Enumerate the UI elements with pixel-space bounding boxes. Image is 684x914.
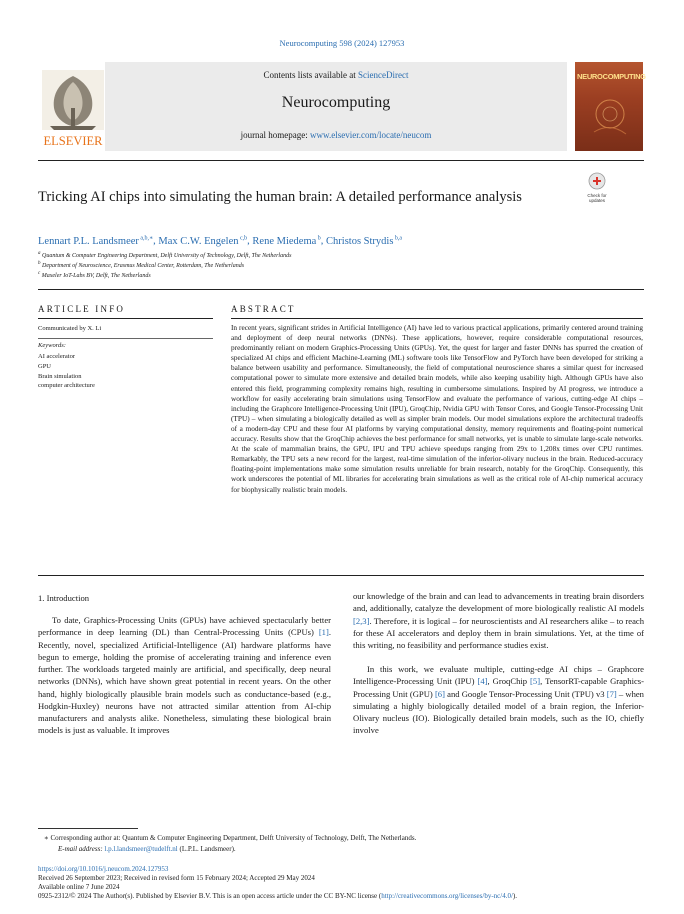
paragraph-text: . Therefore, it is logical – for neuroscientists and AI researchers alike – to reach for these AI accelerators and deploy them in brain simulations. Yet, at the time of this writing, no feasibility and performance studies exist.: [353, 615, 644, 650]
doi-link[interactable]: https://doi.org/10.1016/j.neucom.2024.127953: [38, 865, 169, 873]
paragraph-text: In this work, we evaluate multiple, cutting-edge AI chips – Graphcore Intelligence-Processing Unit (IPU): [353, 664, 644, 687]
paragraph-text: . Recently, novel, specialized Artificial-Intelligence (AI) hardware platforms have begun to emerge, holding the promise of accelerating training and inference even further. The workloads targeted mainly are artificial, and specifically, deep neural networks (DNNs), which have shown great potential in recent years. On the other hand, highly biologically plausible brain models such as conductance-based (e.g., Hodgkin-Huxley) neurons have not attracted similar attention from AI-chip manufacturers and analysts alike. Nonetheless, simulating these biological brain models is just as valuable. It improves: [38, 627, 331, 736]
paragraph-text: and Google Tensor-Processing Unit (TPU) v3: [444, 688, 607, 699]
header-rule: [38, 160, 644, 161]
contents-line: [105, 70, 567, 80]
email-link[interactable]: l.p.l.landsmeer@tudelft.nl: [104, 845, 178, 853]
author-3[interactable]: Rene Miedema $^b$: [252, 235, 321, 247]
keyword-list: [38, 352, 95, 391]
citation-link[interactable]: [7]: [606, 688, 617, 699]
keyword: Brain simulation: [38, 372, 82, 380]
communicated-by: Communicated by X. Li: [38, 325, 102, 332]
affiliation-c: $^c$ Maxeler IoT-Labs BV, Delft, The Netherlands: [38, 271, 151, 279]
cover-art-icon: [590, 92, 630, 142]
homepage-link[interactable]: www.elsevier.com/locate/neucom: [310, 130, 432, 140]
abstract-end-rule: [38, 575, 644, 576]
email-line: E-mail address: l.p.l.landsmeer@tudelft.nl (L.P.L. Landsmeer).: [58, 845, 236, 853]
article-info-rule: [38, 318, 213, 319]
license-link[interactable]: http://creativecommons.org/licenses/by-nc/4.0/: [381, 892, 513, 900]
sciencedirect-link[interactable]: ScienceDirect: [358, 70, 409, 80]
keyword: GPU: [38, 362, 52, 370]
citation-link[interactable]: [2,3]: [353, 615, 370, 626]
citation-link[interactable]: [5]: [530, 676, 541, 687]
paragraph-text: To date, Graphics-Processing Units (GPUs) have achieved spectacularly better performance in deep learning (DL) than Central-Processing Units (CPUs): [38, 615, 331, 638]
elsevier-wordmark: ELSEVIER: [43, 134, 103, 148]
homepage-line: [105, 130, 567, 140]
keyword: computer architecture: [38, 382, 95, 390]
crossmark-icon: [588, 172, 606, 192]
elsevier-logo-icon: [38, 68, 108, 150]
contents-prefix: Contents lists available at: [263, 70, 358, 80]
keywords-rule: [38, 338, 213, 339]
intro-paragraph-right-2: [353, 663, 644, 737]
affiliation-b: $^b$ Department of Neuroscience, Erasmus Medical Center, Rotterdam, The Netherlands: [38, 261, 245, 269]
citation-link[interactable]: [1]: [318, 627, 329, 638]
affiliation-rule: [38, 289, 644, 290]
paragraph-text: , TensorRT-capable Graphics-Processing Unit (GPU): [353, 676, 644, 699]
journal-citation[interactable]: Neurocomputing 598 (2024) 127953: [279, 38, 405, 48]
paragraph-text: , GroqChip: [487, 676, 531, 687]
author-4[interactable]: Christos Strydis $^{b,a}$: [326, 235, 403, 247]
abstract-text: In recent years, significant strides in Artificial Intelligence (AI) have led to various practical applications, primarily centered around training and deployment of deep neural networks (DNNs). These applications, however, require considerable computational resources, predominantly reliant on modern Graphics-Processing Units (GPUs). Yet, the quest for larger and faster DNNs has spurred the creation of specialized AI chips and efficient Machine-Learning (ML) software tools like TensorFlow and PyTorch have been developed for striking a balance between usability and performance. Simultaneously, the field of computational neuroscience shares a similar quest for increased computational power to simulate more extensive and detailed brain models, while also keeping usability high. Although GPUs have also entered this field, programming complexity remains high, resulting in cumbersome simulations. Inspired by AI progress, we introduce a workflow for easily accelerating brain simulations using TensorFlow and evaluate the performance of various, cutting-edge AI chips – including the Graphcore Intelligence-Processing Unit (IPU), GroqChip, Nvidia GPU with Tensor Cores, and Google Tensor-Processing Unit (TPU) – when simulating a biologically detailed as well as simpler brain models. Our model simulations explore the architectural tradeoffs of a modern-day CPU and these four AI platforms by varying computational density, memory requirements and floating-point numerical accuracy. Results show that the GroqChip achieves the best performance for small networks, yet is unable to simulate large-scale networks. At the scale of mammalian brains, the GPU, IPU and TPU achieve speedups ranging from 29x to 1,208x times over CPU runtimes. Remarkably, the TPU sets a new record for the largest, real-time simulation of the inferior-olivary nucleus in the brain. Reduced-accuracy floating-point implementations make some simulation results unreliable for brain research, notably for the GroqChip. Consequently, this work underscores the potential of ML libraries for accelerating brain simulations as well as the critical role of AI-chip numerical accuracy for biophysically realistic brain models.: [231, 323, 643, 494]
citation-link[interactable]: [6]: [434, 688, 445, 699]
journal-name: Neurocomputing: [281, 94, 391, 111]
intro-paragraph-right-1: [353, 590, 644, 651]
keyword: AI accelerator: [38, 353, 75, 360]
intro-heading: 1. Introduction: [38, 593, 90, 603]
author-2[interactable]: Max C.W. Engelen $^{c,b}$: [158, 235, 248, 247]
corresponding-author-note: ∗ Corresponding author at: Quantum & Computer Engineering Department, Delft University of Technology, Delft, The Netherlands.: [44, 834, 417, 842]
received-dates: Received 26 September 2023; Received in revised form 15 February 2024; Accepted 29 May 2024: [38, 874, 315, 882]
citation-link[interactable]: [4]: [477, 676, 488, 687]
article-info-heading: ARTICLE INFO: [38, 304, 126, 314]
abstract-heading: ABSTRACT: [231, 304, 296, 314]
author-1[interactable]: Lennart P.L. Landsmeer $^{a,b,∗}$: [38, 235, 154, 247]
cover-title: NEUROCOMPUTING: [577, 72, 646, 81]
abstract-rule: [231, 318, 643, 319]
keywords-label: Keywords:: [38, 342, 66, 349]
crossmark-label[interactable]: Check for updates: [587, 193, 607, 203]
article-title: Tricking AI chips into simulating the human brain: A detailed performance analysis: [38, 189, 522, 205]
affiliation-a: $^a$ Quantum & Computer Engineering Department, Delft University of Technology, Delft, The Netherlands: [38, 251, 292, 259]
paragraph-text: – when simulating a highly biologically detailed model of a brain region, the Inferior-Olivary nucleus (IO). Biologically detailed brain models, such as the IO, chiefly involve: [353, 688, 644, 736]
homepage-prefix: journal homepage:: [240, 130, 311, 140]
license-line: 0925-2312/© 2024 The Author(s). Published by Elsevier B.V. This is an open access article under the CC BY-NC license (http://creativecommons.org/licenses/by-nc/4.0/).: [38, 892, 517, 900]
intro-paragraph-left: [38, 614, 331, 737]
paragraph-text: our knowledge of the brain and can lead to advancements in treating brain disorders and, additionally, catalyze the development of more biologically realistic AI models: [353, 591, 644, 614]
available-online: Available online 7 June 2024: [38, 883, 120, 891]
author-list: Lennart P.L. Landsmeer $^{a,b,∗}$, Max C.W. Engelen $^{c,b}$, Rene Miedema $^b$, Christos Strydis $^{b,a}$: [38, 235, 403, 247]
footnote-rule: [38, 828, 138, 829]
